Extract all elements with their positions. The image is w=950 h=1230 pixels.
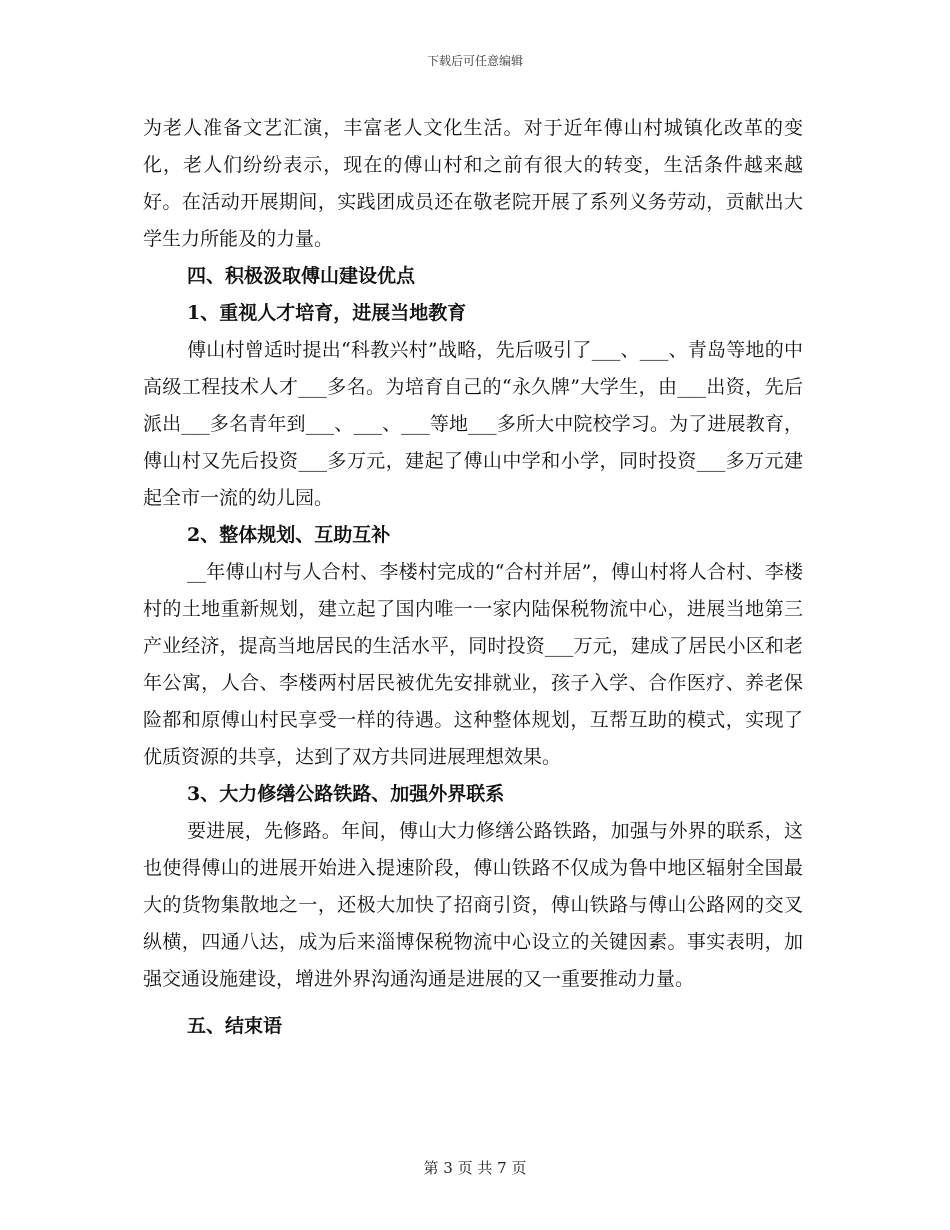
- section-heading-4: 四、积极汲取傅山建设优点: [187, 265, 416, 287]
- page-number: 第 3 页 共 7 页: [423, 1159, 527, 1177]
- section-heading-5: 五、结束语: [187, 1015, 283, 1037]
- subheading-1: 1、重视人才培育，进展当地教育: [187, 302, 467, 324]
- paragraph-intro: 为老人准备文艺汇演，丰富老人文化生活。对于近年傅山村城镇化改革的变化，老人们纷纷表示，现在的傅山村和之前有很大的转变，生活条件越来越好。在活动开展期间，实践团成员还在敬老院开展了系列义务劳动，贡献出大学生力所能及的力量。: [143, 117, 803, 250]
- page-header: 下载后可任意编辑: [426, 54, 523, 68]
- subheading-3: 3、大力修缮公路铁路、加强外界联系: [187, 783, 505, 805]
- subheading-2: 2、整体规划、互助互补: [187, 524, 391, 546]
- paragraph-roads-railways: 要进展，先修路。年间，傅山大力修缮公路铁路，加强与外界的联系，这也使得傅山的进展开始进入提速阶段，傅山铁路不仅成为鲁中地区辐射全国最大的货物集散地之一，还极大加快了招商引资，傅山铁路与傅山公路网的交叉纵横，四通八达，成为后来淄博保税物流中心设立的关键因素。事实表明，加强交通设施建设，增进外界沟通沟通是进展的又一重要推动力量。: [143, 820, 803, 990]
- paragraph-talent-education: 傅山村曾适时提出“科教兴村”战略，先后吸引了___、___、青岛等地的中高级工程技术人才___多名。为培育自己的“永久牌”大学生，由___出资，先后派出___多名青年到___、___、___等地___多所大中院校学习。为了进展教育，傅山村又先后投资___多万元，建起了傅山中学和小学，同时投资___多万元建起全市一流的幼儿园。: [143, 339, 803, 509]
- paragraph-planning: __年傅山村与人合村、李楼村完成的“合村并居”，傅山村将人合村、李楼村的土地重新规划，建立起了国内唯一一家内陆保税物流中心，进展当地第三产业经济，提高当地居民的生活水平，同时投资___万元，建成了居民小区和老年公寓，人合、李楼两村居民被优先安排就业，孩子入学、合作医疗、养老保险都和原傅山村民享受一样的待遇。这种整体规划，互帮互助的模式，实现了优质资源的共享，达到了双方共同进展理想效果。: [143, 561, 803, 768]
- document-body: [143, 110, 803, 1045]
